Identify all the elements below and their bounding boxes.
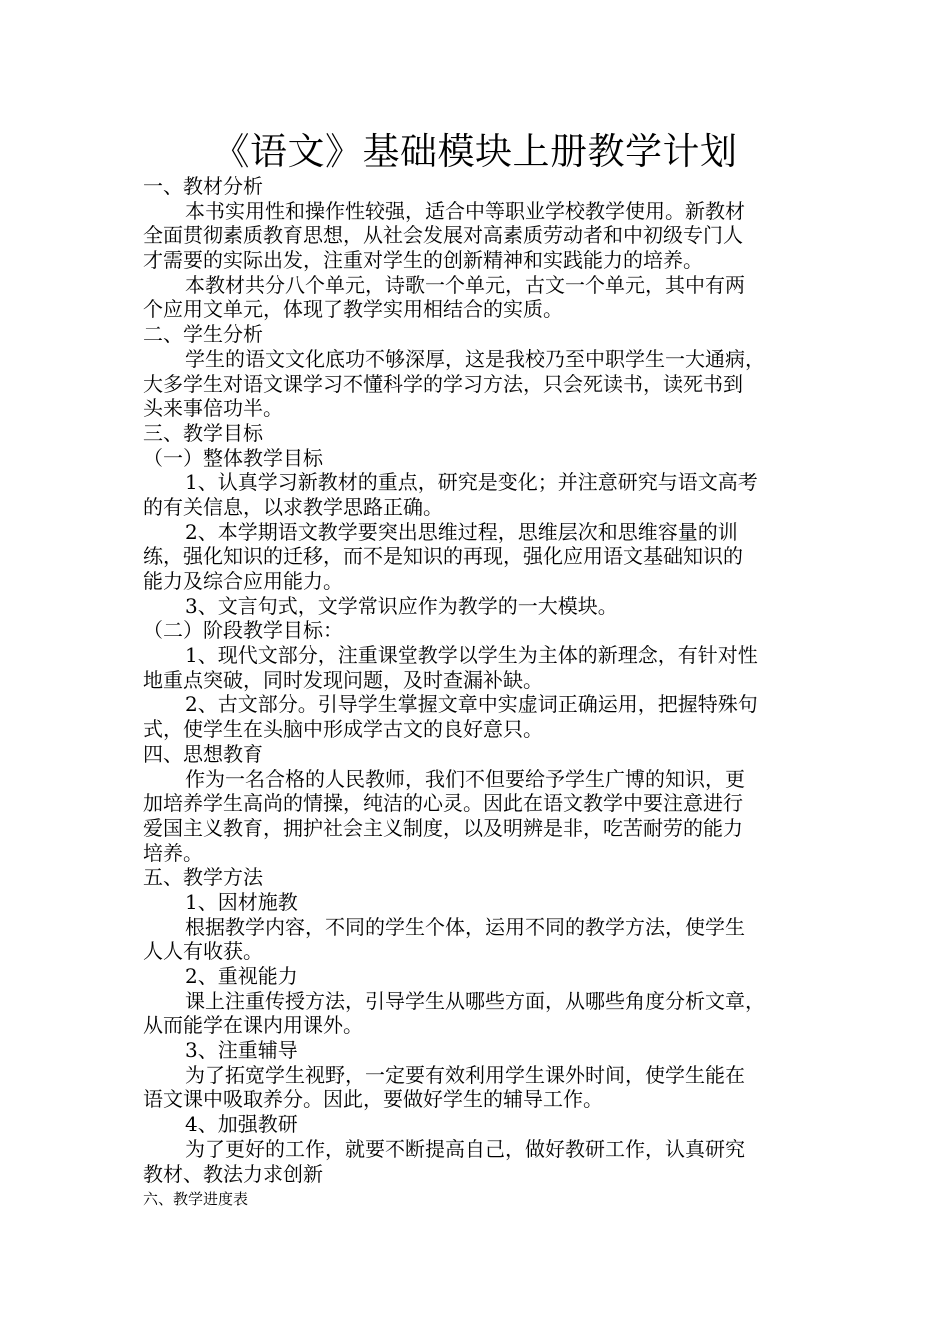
paragraph-line: 1、现代文部分，注重课堂教学以学生为主体的新理念，有针对性: [185, 643, 758, 668]
paragraph-line: 为了拓宽学生视野，一定要有效利用学生课外时间，使学生能在: [185, 1062, 745, 1087]
paragraph-line: 式，使学生在头脑中形成学古文的良好意只。: [143, 717, 543, 742]
paragraph-line: 培养。: [143, 840, 203, 865]
paragraph-line: 头来事倍功半。: [143, 396, 283, 421]
paragraph-line: 从而能学在课内用课外。: [143, 1013, 363, 1038]
paragraph-line: 能力及综合应用能力。: [143, 569, 343, 593]
method-heading: 3、注重辅导: [185, 1038, 298, 1063]
paragraph-line: 教材、教法力求创新: [143, 1161, 323, 1186]
document-title: 《语文》基础模块上册教学计划: [212, 130, 738, 173]
paragraph-line: 练，强化知识的迁移，而不是知识的再现，强化应用语文基础知识的: [143, 544, 743, 569]
paragraph-line: 3、文言句式，文学常识应作为教学的一大模块。: [185, 593, 618, 618]
paragraph-line: 大多学生对语文课学习不懂科学的学习方法，只会死读书，读死书到: [143, 371, 743, 396]
paragraph-line: 爱国主义教育，拥护社会主义制度，以及明辨是非，吃苦耐劳的能力: [143, 815, 743, 840]
paragraph-line: 为了更好的工作，就要不断提高自己，做好教研工作，认真研究: [185, 1136, 745, 1161]
section-heading: 四、思想教育: [143, 741, 263, 766]
paragraph-line: 2、本学期语文教学要突出思维过程，思维层次和思维容量的训: [185, 519, 738, 544]
section-heading-small: 六、教学进度表: [143, 1190, 249, 1209]
paragraph-line: 1、认真学习新教材的重点，研究是变化；并注意研究与语文高考: [185, 470, 758, 495]
paragraph-line: 本教材共分八个单元，诗歌一个单元，古文一个单元，其中有两: [185, 272, 745, 297]
paragraph-line: 人人有收获。: [143, 939, 263, 964]
paragraph-line: 根据教学内容，不同的学生个体，运用不同的教学方法，使学生: [185, 914, 745, 939]
paragraph-line: 学生的语文文化底功不够深厚，这是我校乃至中职学生一大通病，: [185, 346, 765, 371]
method-heading: 4、加强教研: [185, 1112, 298, 1137]
method-heading: 1、因材施教: [185, 889, 298, 914]
section-heading: 二、学生分析: [143, 322, 263, 347]
document-body: [143, 174, 813, 1211]
paragraph-line: 个应用文单元，体现了教学实用相结合的实质。: [143, 297, 563, 322]
section-heading: 一、教材分析: [143, 174, 263, 198]
paragraph-line: 课上注重传授方法，引导学生从哪些方面，从哪些角度分析文章，: [185, 988, 765, 1013]
section-heading: 三、教学目标: [143, 420, 263, 445]
paragraph-line: 加培养学生高尚的情操，纯洁的心灵。因此在语文教学中要注意进行: [143, 791, 743, 816]
paragraph-line: 全面贯彻素质教育思想，从社会发展对高素质劳动者和中初级专门人: [143, 223, 743, 248]
paragraph-line: 语文课中吸取养分。因此，要做好学生的辅导工作。: [143, 1087, 603, 1112]
paragraph-line: 的有关信息，以求教学思路正确。: [143, 494, 443, 519]
section-heading: 五、教学方法: [143, 865, 263, 890]
paragraph-line: 本书实用性和操作性较强，适合中等职业学校教学使用。新教材: [185, 198, 745, 223]
paragraph-line: 2、古文部分。引导学生掌握文章中实虚词正确运用，把握特殊句: [185, 692, 758, 717]
paragraph-line: 作为一名合格的人民教师，我们不但要给予学生广博的知识，更: [185, 766, 745, 791]
subsection-heading: （一）整体教学目标: [143, 445, 323, 470]
paragraph-line: 才需要的实际出发，注重对学生的创新精神和实践能力的培养。: [143, 248, 703, 273]
method-heading: 2、重视能力: [185, 964, 298, 988]
subsection-heading: （二）阶段教学目标：: [143, 618, 343, 643]
paragraph-line: 地重点突破，同时发现问题，及时查漏补缺。: [143, 667, 543, 692]
